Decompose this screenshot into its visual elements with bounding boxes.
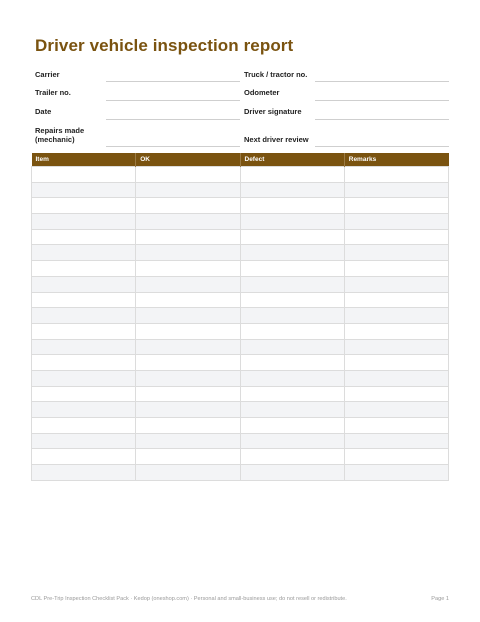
table-cell[interactable]	[344, 323, 448, 339]
table-row	[32, 465, 449, 481]
footer-text: CDL Pre-Trip Inspection Checklist Pack · Kedop (oneshop.com) · Personal and small-business use; do not resell or redistribute.	[31, 596, 347, 602]
next-review-label: Next driver review	[244, 135, 309, 144]
table-cell[interactable]	[240, 182, 344, 198]
table-row	[32, 167, 449, 183]
table-cell[interactable]	[32, 308, 136, 324]
table-row	[32, 370, 449, 386]
table-row	[32, 323, 449, 339]
table-cell[interactable]	[136, 292, 240, 308]
table-cell[interactable]	[32, 323, 136, 339]
table-cell[interactable]	[344, 465, 448, 481]
table-cell[interactable]	[240, 402, 344, 418]
table-cell[interactable]	[344, 182, 448, 198]
table-cell[interactable]	[32, 355, 136, 371]
table-cell[interactable]	[32, 261, 136, 277]
table-cell[interactable]	[240, 449, 344, 465]
table-cell[interactable]	[240, 167, 344, 183]
table-row	[32, 261, 449, 277]
trailer-label: Trailer no.	[35, 88, 71, 97]
table-row	[32, 308, 449, 324]
page-number: Page 1	[431, 596, 449, 602]
table-row	[32, 214, 449, 230]
truck-field[interactable]	[315, 81, 449, 82]
table-cell[interactable]	[344, 386, 448, 402]
table-cell[interactable]	[136, 198, 240, 214]
column-header-item: Item	[32, 153, 136, 167]
table-cell[interactable]	[344, 214, 448, 230]
table-row	[32, 229, 449, 245]
table-row	[32, 433, 449, 449]
date-label: Date	[35, 107, 52, 116]
table-cell[interactable]	[136, 276, 240, 292]
signature-field[interactable]	[315, 119, 449, 120]
table-cell[interactable]	[344, 198, 448, 214]
table-cell[interactable]	[344, 167, 448, 183]
repairs-field[interactable]	[106, 146, 240, 147]
table-cell[interactable]	[240, 355, 344, 371]
table-cell[interactable]	[32, 465, 136, 481]
repairs-label-line1: Repairs made	[35, 126, 85, 135]
table-cell[interactable]	[32, 418, 136, 434]
table-cell[interactable]	[344, 261, 448, 277]
table-cell[interactable]	[32, 449, 136, 465]
table-row	[32, 449, 449, 465]
table-cell[interactable]	[240, 465, 344, 481]
table-cell[interactable]	[344, 245, 448, 261]
table-cell[interactable]	[136, 449, 240, 465]
table-cell[interactable]	[136, 323, 240, 339]
column-header-defect: Defect	[240, 153, 344, 167]
table-cell[interactable]	[344, 292, 448, 308]
table-cell[interactable]	[344, 418, 448, 434]
table-cell[interactable]	[240, 198, 344, 214]
table-cell[interactable]	[32, 276, 136, 292]
table-cell[interactable]	[32, 182, 136, 198]
table-cell[interactable]	[32, 433, 136, 449]
table-row	[32, 355, 449, 371]
column-header-remarks: Remarks	[344, 153, 448, 167]
table-cell[interactable]	[136, 229, 240, 245]
table-cell[interactable]	[240, 418, 344, 434]
table-cell[interactable]	[240, 276, 344, 292]
table-cell[interactable]	[344, 276, 448, 292]
table-row	[32, 339, 449, 355]
table-cell[interactable]	[240, 370, 344, 386]
table-cell[interactable]	[32, 339, 136, 355]
table-cell[interactable]	[136, 261, 240, 277]
page-title: Driver vehicle inspection report	[35, 36, 294, 55]
table-cell[interactable]	[344, 229, 448, 245]
table-cell[interactable]	[32, 245, 136, 261]
table-cell[interactable]	[32, 370, 136, 386]
table-cell[interactable]	[136, 418, 240, 434]
inspection-table	[31, 153, 449, 481]
repairs-label	[35, 126, 84, 144]
table-row	[32, 292, 449, 308]
table-row	[32, 418, 449, 434]
table-cell[interactable]	[32, 229, 136, 245]
table-row	[32, 198, 449, 214]
table-row	[32, 402, 449, 418]
table-row	[32, 182, 449, 198]
table-cell[interactable]	[344, 355, 448, 371]
table-cell[interactable]	[240, 339, 344, 355]
table-row	[32, 276, 449, 292]
table-cell[interactable]	[136, 182, 240, 198]
carrier-label: Carrier	[35, 70, 60, 79]
odometer-label: Odometer	[244, 88, 280, 97]
table-cell[interactable]	[240, 308, 344, 324]
table-cell[interactable]	[344, 339, 448, 355]
table-cell[interactable]	[344, 433, 448, 449]
next-review-field[interactable]	[315, 146, 449, 147]
column-header-ok: OK	[136, 153, 240, 167]
table-cell[interactable]	[32, 292, 136, 308]
odometer-field[interactable]	[315, 100, 449, 101]
table-cell[interactable]	[32, 167, 136, 183]
table-cell[interactable]	[32, 402, 136, 418]
table-cell[interactable]	[32, 198, 136, 214]
table-cell[interactable]	[344, 449, 448, 465]
carrier-field[interactable]	[106, 81, 240, 82]
table-cell[interactable]	[240, 292, 344, 308]
table-cell[interactable]	[136, 386, 240, 402]
table-cell[interactable]	[240, 214, 344, 230]
table-cell[interactable]	[136, 308, 240, 324]
table-cell[interactable]	[136, 167, 240, 183]
table-header-row	[32, 153, 449, 167]
table-cell[interactable]	[136, 355, 240, 371]
repairs-label-line2: (mechanic)	[35, 135, 75, 144]
table-cell[interactable]	[136, 214, 240, 230]
table-row	[32, 386, 449, 402]
table-row	[32, 245, 449, 261]
table-cell[interactable]	[32, 386, 136, 402]
table-cell[interactable]	[240, 433, 344, 449]
table-cell[interactable]	[344, 308, 448, 324]
table-cell[interactable]	[136, 465, 240, 481]
table-cell[interactable]	[240, 261, 344, 277]
table-cell[interactable]	[136, 402, 240, 418]
signature-label: Driver signature	[244, 107, 302, 116]
table-cell[interactable]	[136, 370, 240, 386]
table-cell[interactable]	[136, 339, 240, 355]
table-cell[interactable]	[344, 402, 448, 418]
table-cell[interactable]	[240, 245, 344, 261]
table-body	[32, 167, 449, 481]
table-cell[interactable]	[240, 386, 344, 402]
table-cell[interactable]	[240, 229, 344, 245]
table-cell[interactable]	[136, 245, 240, 261]
truck-label: Truck / tractor no.	[244, 70, 308, 79]
trailer-field[interactable]	[106, 100, 240, 101]
table-cell[interactable]	[344, 370, 448, 386]
table-cell[interactable]	[136, 433, 240, 449]
date-field[interactable]	[106, 119, 240, 120]
table-cell[interactable]	[32, 214, 136, 230]
table-cell[interactable]	[240, 323, 344, 339]
